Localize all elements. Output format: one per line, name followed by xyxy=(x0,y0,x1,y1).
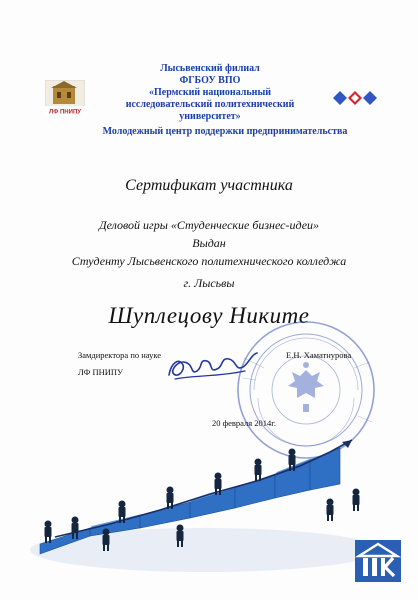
city-line: г. Лысьвы xyxy=(183,276,235,290)
event-line: Деловой игры «Студенческие бизнес-идеи» xyxy=(98,218,320,232)
certificate-title: Сертификат участника xyxy=(125,177,293,194)
center-name: Молодежный центр поддержки предпринимательства xyxy=(102,126,348,137)
header-line: университет» xyxy=(179,111,241,122)
header-line: ФГБОУ ВПО xyxy=(179,75,241,86)
signature-image xyxy=(165,345,260,387)
header-line: Лысьвенский филиал xyxy=(160,63,260,74)
business-growth-illustration xyxy=(30,432,380,572)
diamond-logo-icon xyxy=(332,88,378,108)
signer-name: Е.Н. Хаматнурова xyxy=(286,350,352,360)
header-line: исследовательский политехнический xyxy=(125,99,295,110)
issued-line: Выдан xyxy=(192,236,226,250)
signer-organization: ЛФ ПНИПУ xyxy=(78,367,124,377)
signer-role: Замдиректора по науке xyxy=(78,350,162,360)
header-line: «Пермский национальный xyxy=(148,87,272,98)
left-logo-caption: ЛФ ПНИПУ xyxy=(48,109,82,116)
issue-date: 20 февраля 2014г. xyxy=(212,418,276,428)
institution-header xyxy=(95,63,325,123)
university-logo-icon xyxy=(45,80,85,116)
college-logo-icon xyxy=(355,540,401,582)
student-line: Студенту Лысьвенского политехнического колледжа xyxy=(71,254,347,268)
recipient-name: Шуплецову Никите xyxy=(108,303,310,328)
